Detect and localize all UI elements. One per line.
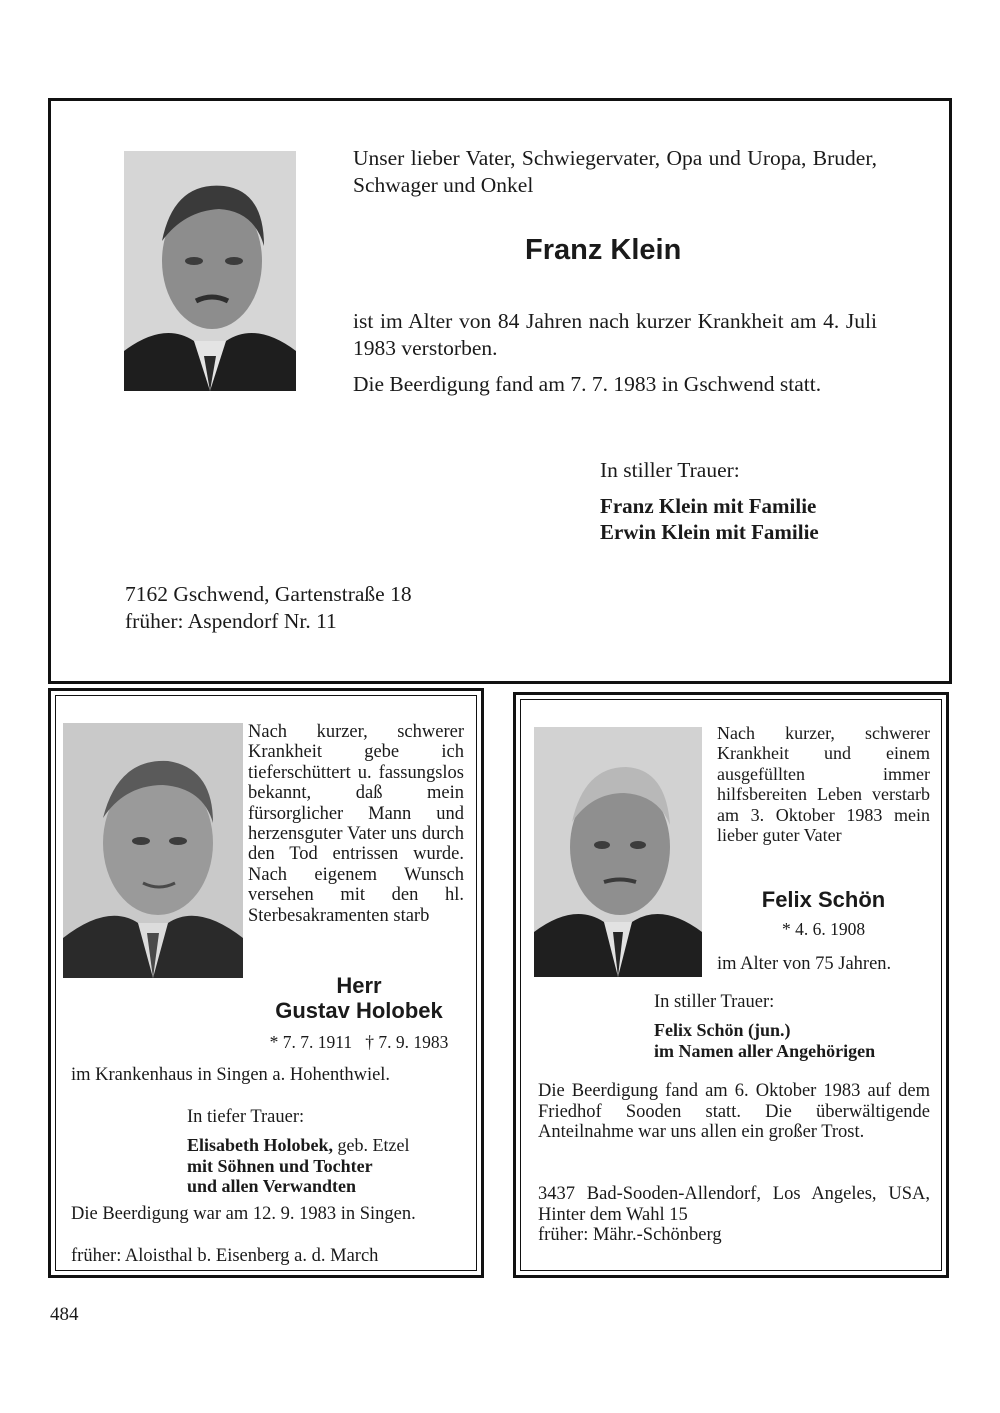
obituary3-address: 3437 Bad-Sooden-Allendorf, Los Angeles, USA, Hinter dem Wahl 15 xyxy=(538,1184,930,1225)
obituary2-mourners xyxy=(187,1135,410,1197)
obituary1-name: Franz Klein xyxy=(525,234,682,266)
obituary2-place: im Krankenhaus in Singen a. Hohenthwiel. xyxy=(71,1065,391,1085)
mourner-birthname: geb. Etzel xyxy=(337,1135,410,1155)
portrait-photo-franz-klein xyxy=(124,151,296,391)
obituary3-name: Felix Schön xyxy=(761,887,886,912)
obituary1-address xyxy=(125,581,412,635)
mourner-line: Felix Schön (jun.) xyxy=(654,1020,791,1040)
obituary3-former: früher: Mähr.-Schönberg xyxy=(538,1225,722,1245)
mourner-line xyxy=(187,1135,410,1156)
obituary2-mourning-label: In tiefer Trauer: xyxy=(187,1107,305,1127)
mourner-line: Erwin Klein mit Familie xyxy=(600,520,819,544)
obituary2-former: früher: Aloisthal b. Eisenberg a. d. March xyxy=(71,1246,379,1266)
obituary-gustav-holobek xyxy=(48,688,484,1278)
obituary1-text1: ist im Alter von 84 Jahren nach kurzer Krankheit am 4. Juli 1983 verstorben. xyxy=(353,309,877,360)
mourner-line: mit Söhnen und Tochter xyxy=(187,1155,373,1176)
obituary3-mourning-label: In stiller Trauer: xyxy=(654,992,775,1012)
obituary3-age: im Alter von 75 Jahren. xyxy=(717,954,892,974)
obituary3-birth: * 4. 6. 1908 xyxy=(781,919,866,939)
address-line: früher: Aspendorf Nr. 11 xyxy=(125,609,337,633)
page-number: 484 xyxy=(50,1304,79,1325)
mourner-line: und allen Verwandten xyxy=(187,1176,357,1196)
mourner-name: Elisabeth Holobek, xyxy=(187,1135,334,1155)
obituary1-text2: Die Beerdigung fand am 7. 7. 1983 in Gschwend statt. xyxy=(353,372,822,396)
obituary2-dates: * 7. 7. 1911 † 7. 9. 1983 xyxy=(269,1032,449,1052)
portrait-photo-gustav-holobek xyxy=(63,723,243,978)
obituary-felix-schoen xyxy=(513,692,949,1278)
obituary2-title: Herr xyxy=(336,973,382,998)
obituary3-funeral: Die Beerdigung fand am 6. Oktober 1983 auf dem Friedhof Sooden statt. Die überwältigende Anteilnahme war uns allen ein großer Trost. xyxy=(538,1081,930,1142)
obituary3-mourners xyxy=(654,1020,875,1061)
obituary3-text: Nach kurzer, schwerer Krankheit und einem ausgefüllten immer hilfsbereiten Leben verstarb am 3. Oktober 1983 mein lieber guter Vater xyxy=(717,723,930,846)
obituary1-intro: Unser lieber Vater, Schwiegervater, Opa und Uropa, Bruder, Schwager und Onkel xyxy=(353,146,877,197)
mourner-line: im Namen aller Angehörigen xyxy=(654,1040,876,1061)
obituary1-mourners xyxy=(600,493,819,545)
obituary1-mourning-label: In stiller Trauer: xyxy=(600,458,740,482)
obituary2-text: Nach kurzer, schwerer Krankheit gebe ich tieferschüttert u. fassungslos bekannt, daß mein fürsorglicher Mann und herzensguter Vater uns durch den Tod entrissen wurde. Nach eigenem Wunsch versehen mit den hl. Sterbesakramenten starb xyxy=(248,722,464,926)
portrait-photo-felix-schoen xyxy=(534,727,702,977)
mourner-line: Franz Klein mit Familie xyxy=(600,494,817,518)
obituary2-funeral: Die Beerdigung war am 12. 9. 1983 in Singen. xyxy=(71,1204,416,1224)
obituary2-name: Gustav Holobek xyxy=(275,998,443,1023)
address-line: 7162 Gschwend, Gartenstraße 18 xyxy=(125,582,412,606)
obituary-franz-klein xyxy=(48,98,952,684)
